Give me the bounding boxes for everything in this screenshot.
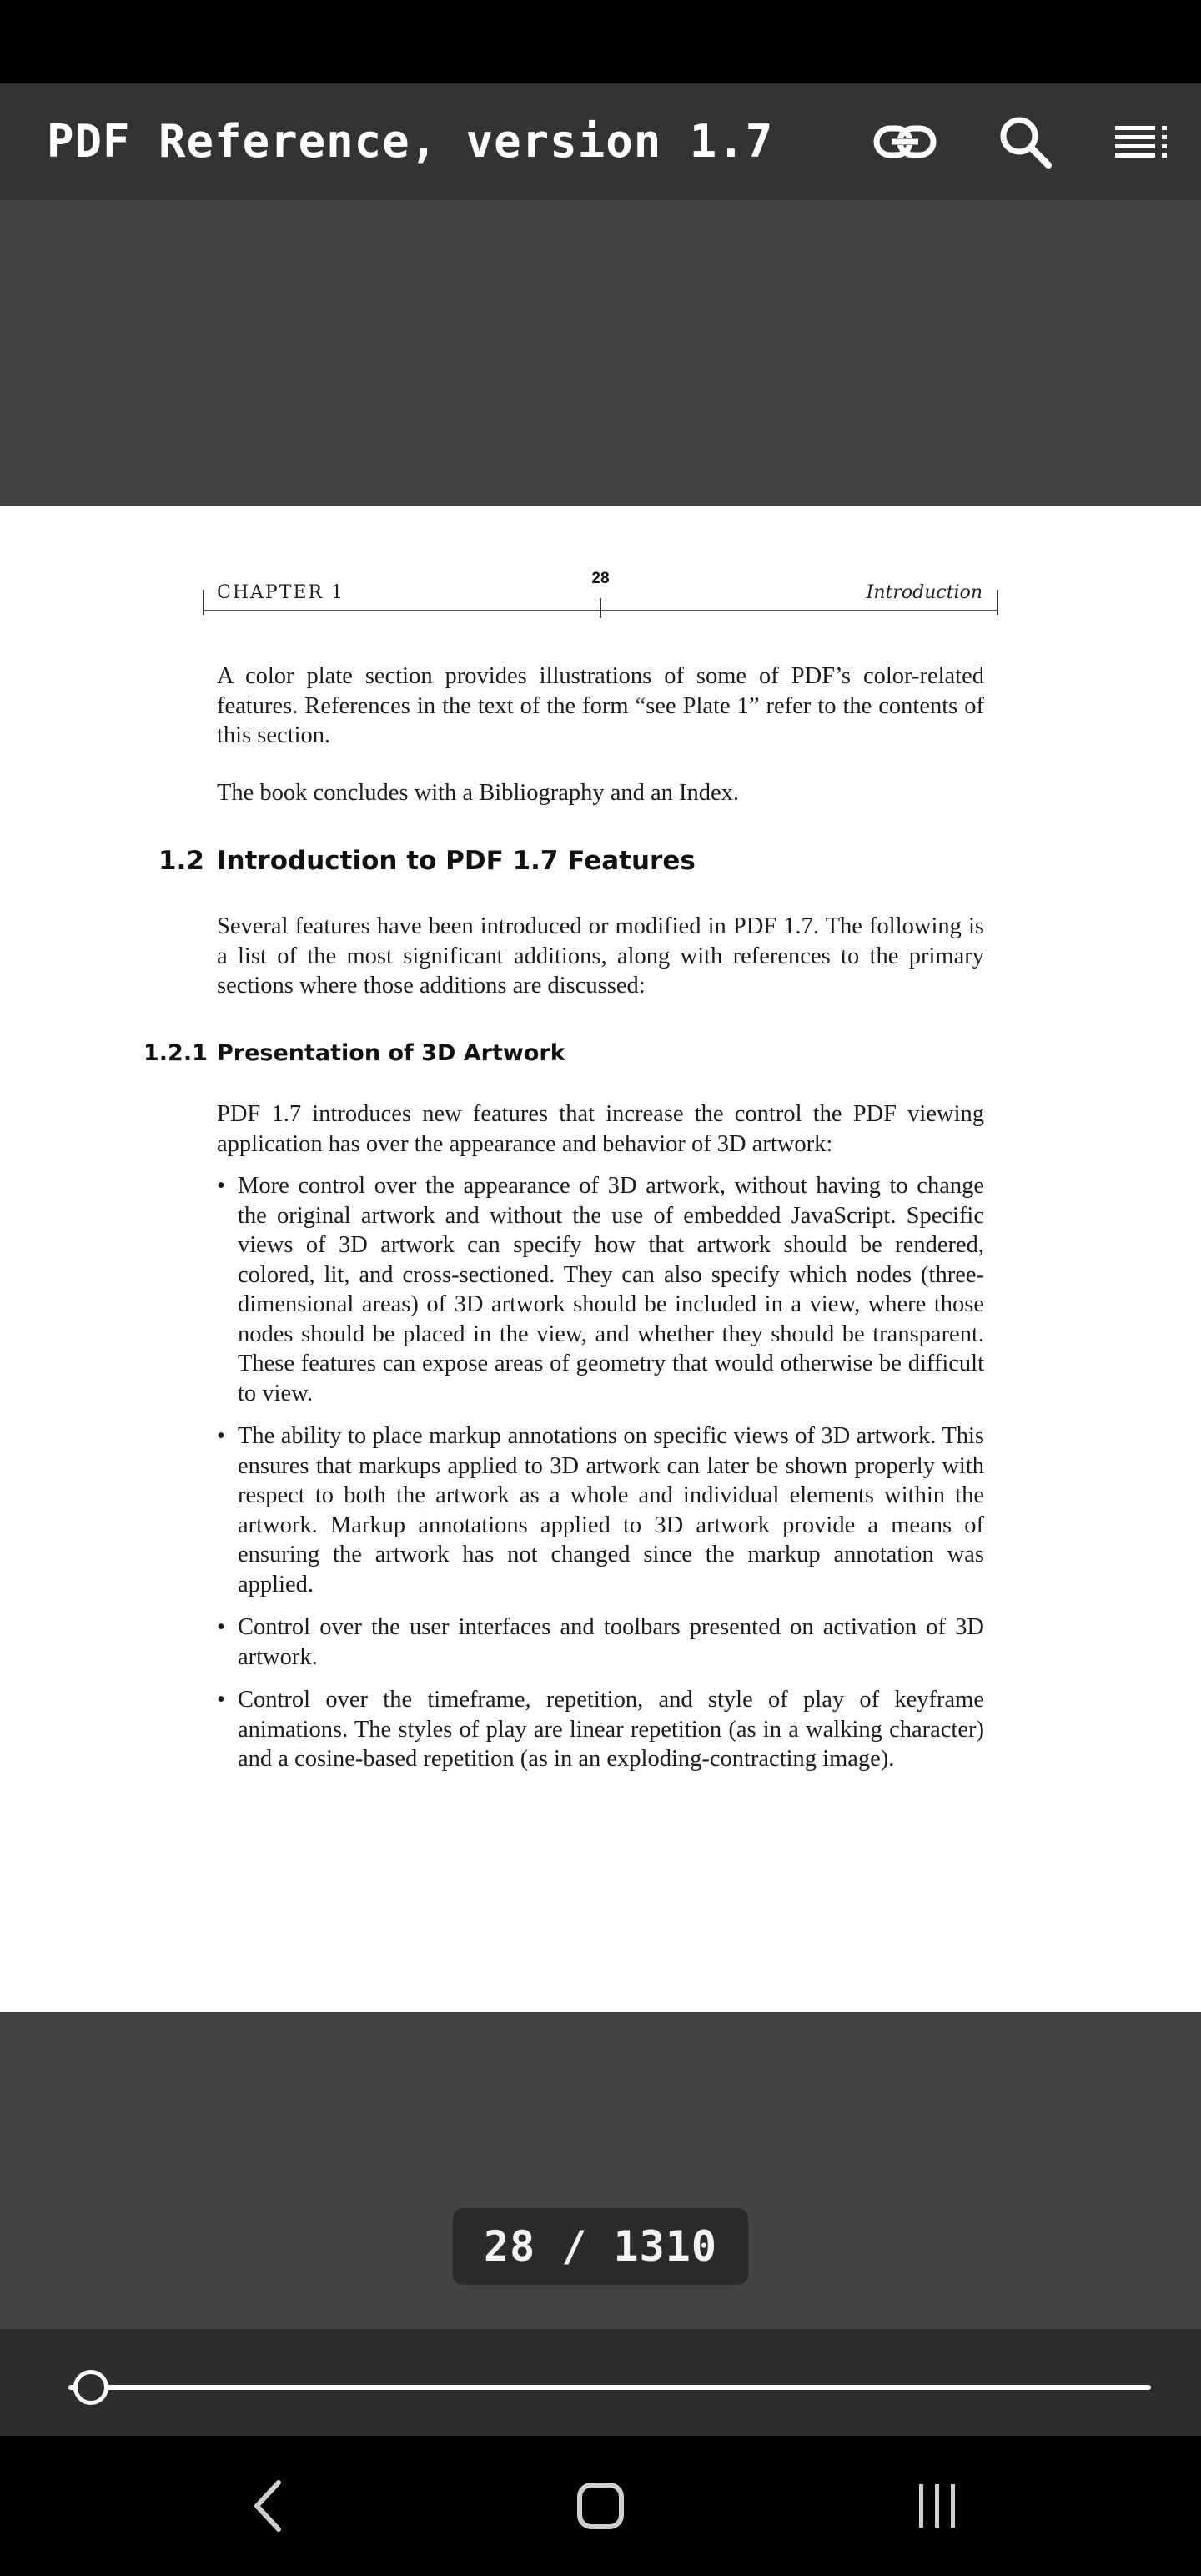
running-head-tick-left bbox=[203, 590, 204, 615]
running-head-section: Introduction bbox=[866, 582, 982, 603]
running-head-tick-right bbox=[997, 590, 998, 615]
status-bar bbox=[0, 0, 1201, 83]
paragraph-color-plate: A color plate section provides illustrations of some of PDF’s color-related features. References in the text of the form “see Plate 1” refer to the contents of this section. bbox=[217, 663, 984, 748]
page-indicator: 28 / 1310 bbox=[453, 2208, 748, 2285]
back-button[interactable] bbox=[219, 2464, 319, 2548]
paragraph-3d-intro: PDF 1.7 introduces new features that increase the control the PDF viewing application has over the appearance and behavior of 3D artwork: bbox=[217, 1101, 984, 1157]
system-navigation-bar bbox=[0, 2436, 1201, 2576]
seek-track[interactable] bbox=[68, 2385, 1151, 2390]
back-icon bbox=[252, 2479, 285, 2533]
seek-thumb[interactable] bbox=[73, 2370, 108, 2405]
pdf-page[interactable] bbox=[0, 506, 1201, 2012]
section-title: Introduction to PDF 1.7 Features bbox=[217, 846, 696, 876]
link-icon bbox=[873, 122, 937, 162]
running-head-page-number: 28 bbox=[591, 570, 610, 587]
page-seek-bar[interactable] bbox=[0, 2329, 1201, 2436]
list-item: • More control over the appearance of 3D artwork, without having to change the original artwork and without the use of embedded JavaScript. Specific views of 3D artwork can specify how that artwork should be rendered, colored, lit, and cross-sectioned. They can also specify which nodes (three-dimensional areas) of 3D artwork should be included in a view, where those nodes should be placed in the view, and whether they should be transparent. These features can expose areas of geometry that would otherwise be difficult to view. bbox=[217, 1171, 984, 1408]
running-head-chapter: CHAPTER 1 bbox=[217, 582, 344, 603]
section-number: 1.2 bbox=[158, 846, 204, 876]
recents-icon bbox=[912, 2481, 962, 2531]
link-button[interactable] bbox=[867, 108, 942, 175]
subsection-title: Presentation of 3D Artwork bbox=[217, 1040, 565, 1066]
search-button[interactable] bbox=[987, 108, 1063, 175]
paragraph-conclusion: The book concludes with a Bibliography and an Index. bbox=[217, 780, 740, 806]
paragraph-features-intro: Several features have been introduced or modified in PDF 1.7. The following is a list of the most significant additions, along with references to the primary sections where those additions are discussed: bbox=[217, 913, 984, 999]
home-icon bbox=[575, 2481, 626, 2531]
search-icon bbox=[996, 113, 1054, 171]
list-item: • The ability to place markup annotations on specific views of 3D artwork. This ensures that markups applied to 3D artwork can later be shown properly with respect to both the artwork as a whole and individual elements within the artwork. Markup annotations applied to 3D artwork provide a means of ensuring the artwork has not changed since the markup annotation was applied. bbox=[217, 1421, 984, 1599]
home-button[interactable] bbox=[550, 2464, 651, 2548]
list-item: • Control over the timeframe, repetition, and style of play of keyframe animations. The styles of play are linear repetition (as in a walking character) and a cosine-based repetition (as in an exploding-contracting image). bbox=[217, 1685, 984, 1774]
table-of-contents-button[interactable] bbox=[1105, 108, 1180, 175]
toc-menu-icon bbox=[1113, 121, 1172, 163]
app-bar bbox=[0, 83, 1201, 200]
subsection-number: 1.2.1 bbox=[143, 1040, 208, 1066]
list-item: • Control over the user interfaces and toolbars presented on activation of 3D artwork. bbox=[217, 1613, 984, 1672]
document-title: PDF Reference, version 1.7 bbox=[47, 115, 774, 168]
recents-button[interactable] bbox=[887, 2464, 987, 2548]
running-head-tick-center bbox=[600, 598, 601, 618]
feature-bullet-list bbox=[217, 1171, 984, 1788]
